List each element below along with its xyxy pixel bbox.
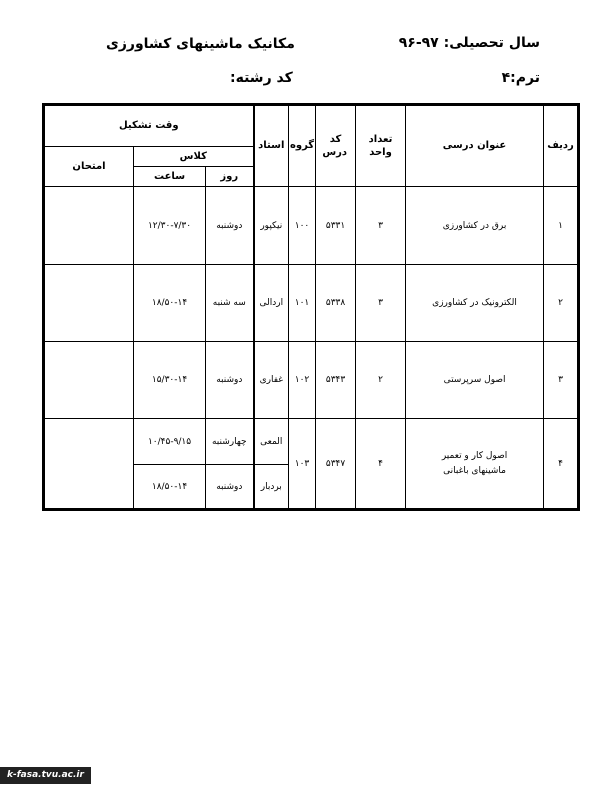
cell-row-no: ۲ <box>544 265 579 342</box>
cell-course-code: ۵۳۳۸ <box>316 265 356 342</box>
header-exam: امتحان <box>44 147 134 187</box>
cell-course-code: ۵۳۳۱ <box>316 187 356 265</box>
table-row <box>44 265 579 342</box>
cell-time: ۱۰/۴۵-۹/۱۵ <box>134 419 206 465</box>
cell-group: ۱۰۲ <box>289 342 316 419</box>
cell-course-name: اصول کار و تعمیر ماشینهای باغبانی <box>406 419 544 510</box>
cell-day: چهارشنبه <box>206 419 254 465</box>
cell-units: ۲ <box>356 342 406 419</box>
header-row-no: ردیف <box>544 105 579 187</box>
header-course-code: کد درس <box>316 105 356 187</box>
cell-instructor: نیکپور <box>254 187 289 265</box>
cell-course-code: ۵۳۴۳ <box>316 342 356 419</box>
header-day: روز <box>206 167 254 187</box>
cell-exam <box>44 265 134 342</box>
cell-group: ۱۰۱ <box>289 265 316 342</box>
site-footer-link[interactable]: k-fasa.tvu.ac.ir <box>0 767 91 784</box>
cell-time: ۱۸/۵۰-۱۴ <box>134 265 206 342</box>
cell-time: ۱۲/۳۰-۷/۳۰ <box>134 187 206 265</box>
header-row <box>44 105 579 147</box>
cell-course-name: برق در کشاورزی <box>406 187 544 265</box>
header-time: ساعت <box>134 167 206 187</box>
table-row <box>44 342 579 419</box>
cell-exam <box>44 419 134 510</box>
cell-day: دوشنبه <box>206 342 254 419</box>
cell-time: ۱۸/۵۰-۱۴ <box>134 465 206 510</box>
cell-instructor: اردالی <box>254 265 289 342</box>
cell-instructor: المعی <box>254 419 289 465</box>
cell-exam <box>44 342 134 419</box>
cell-group: ۱۰۰ <box>289 187 316 265</box>
header-course-name: عنوان درسی <box>406 105 544 187</box>
cell-course-name: الکترونیک در کشاورزی <box>406 265 544 342</box>
header-instructor: استاد <box>254 105 289 187</box>
cell-row-no: ۱ <box>544 187 579 265</box>
table-row <box>44 187 579 265</box>
cell-day: دوشنبه <box>206 187 254 265</box>
cell-day: دوشنبه <box>206 465 254 510</box>
academic-year: سال تحصیلی: ۹۷-۹۶ <box>398 35 540 51</box>
table-row <box>44 419 579 465</box>
header-units: تعداد واحد <box>356 105 406 187</box>
header-schedule: وقت تشکیل <box>44 105 254 147</box>
cell-instructor: غفاری <box>254 342 289 419</box>
cell-units: ۴ <box>356 419 406 510</box>
page-title: مکانیک ماشینهای کشاورزی <box>106 36 295 52</box>
term-label: ترم:۴ <box>501 70 540 86</box>
header-group: گروه <box>289 105 316 187</box>
cell-exam <box>44 187 134 265</box>
cell-course-code: ۵۳۴۷ <box>316 419 356 510</box>
cell-group: ۱۰۳ <box>289 419 316 510</box>
cell-course-name: اصول سرپرستی <box>406 342 544 419</box>
cell-day: سه شنبه <box>206 265 254 342</box>
field-code-label: کد رشته: <box>230 70 293 86</box>
cell-instructor: بردبار <box>254 465 289 510</box>
schedule-table <box>42 103 580 511</box>
cell-time: ۱۵/۳۰-۱۴ <box>134 342 206 419</box>
cell-row-no: ۴ <box>544 419 579 510</box>
cell-units: ۳ <box>356 187 406 265</box>
cell-units: ۳ <box>356 265 406 342</box>
header-class: کلاس <box>134 147 254 167</box>
cell-row-no: ۳ <box>544 342 579 419</box>
